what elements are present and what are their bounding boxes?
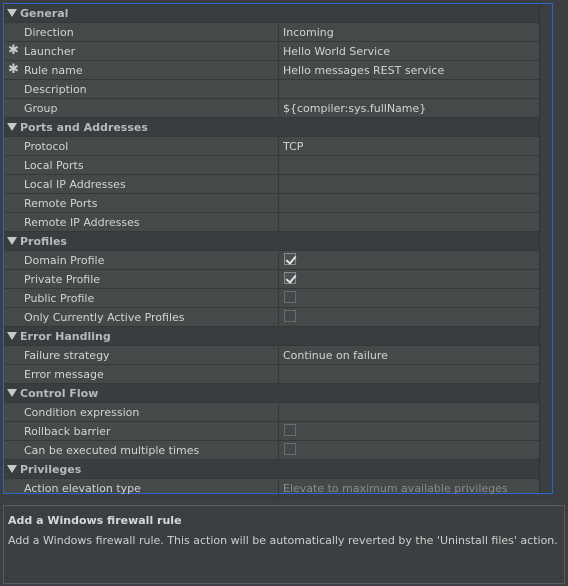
property-row[interactable] bbox=[4, 137, 552, 156]
property-label: Only Currently Active Profiles bbox=[24, 311, 185, 324]
property-row[interactable] bbox=[4, 308, 552, 327]
description-text: Add a Windows firewall rule. This action will be automatically reverted by the 'Uninstall files' action. bbox=[8, 534, 558, 547]
property-label: Protocol bbox=[24, 140, 69, 153]
property-row[interactable] bbox=[4, 213, 552, 232]
property-label: Domain Profile bbox=[24, 254, 105, 267]
property-value[interactable]: Continue on failure bbox=[283, 349, 388, 362]
property-label: Local Ports bbox=[24, 159, 84, 172]
required-marker-icon: ✱ bbox=[8, 43, 19, 58]
vertical-scrollbar[interactable] bbox=[539, 4, 552, 493]
column-divider bbox=[278, 213, 279, 231]
section-header[interactable] bbox=[4, 118, 552, 137]
column-divider bbox=[278, 99, 279, 117]
description-panel bbox=[3, 505, 565, 584]
collapse-arrow-icon[interactable] bbox=[7, 465, 17, 473]
column-divider bbox=[278, 365, 279, 383]
column-divider bbox=[278, 137, 279, 155]
property-value[interactable]: Hello World Service bbox=[283, 45, 391, 58]
section-header[interactable] bbox=[4, 460, 552, 479]
column-divider bbox=[278, 42, 279, 60]
property-label: Rule name bbox=[24, 64, 83, 77]
property-row[interactable] bbox=[4, 23, 552, 42]
property-checkbox[interactable] bbox=[284, 424, 296, 436]
column-divider bbox=[278, 23, 279, 41]
section-header[interactable] bbox=[4, 327, 552, 346]
property-value[interactable]: TCP bbox=[283, 140, 304, 153]
property-checkbox[interactable] bbox=[284, 253, 296, 265]
property-label: Direction bbox=[24, 26, 74, 39]
property-value[interactable]: ${compiler:sys.fullName} bbox=[283, 102, 427, 115]
property-row[interactable] bbox=[4, 80, 552, 99]
property-row[interactable] bbox=[4, 346, 552, 365]
property-label: Remote IP Addresses bbox=[24, 216, 140, 229]
column-divider bbox=[278, 270, 279, 288]
column-divider bbox=[278, 289, 279, 307]
column-divider bbox=[278, 479, 279, 497]
property-label: Public Profile bbox=[24, 292, 95, 305]
description-title: Add a Windows firewall rule bbox=[8, 514, 182, 527]
column-divider bbox=[278, 422, 279, 440]
property-label: Rollback barrier bbox=[24, 425, 111, 438]
property-row[interactable] bbox=[4, 156, 552, 175]
section-title: Control Flow bbox=[20, 387, 99, 400]
property-row[interactable] bbox=[4, 422, 552, 441]
section-title: Ports and Addresses bbox=[20, 121, 148, 134]
property-value[interactable]: Hello messages REST service bbox=[283, 64, 445, 77]
property-value[interactable]: Elevate to maximum available privileges bbox=[283, 482, 508, 495]
property-row[interactable] bbox=[4, 441, 552, 460]
collapse-arrow-icon[interactable] bbox=[7, 332, 17, 340]
column-divider bbox=[278, 194, 279, 212]
column-divider bbox=[278, 441, 279, 459]
column-divider bbox=[278, 403, 279, 421]
property-row[interactable] bbox=[4, 403, 552, 422]
property-row[interactable] bbox=[4, 365, 552, 384]
collapse-arrow-icon[interactable] bbox=[7, 123, 17, 131]
column-divider bbox=[278, 346, 279, 364]
property-row[interactable] bbox=[4, 194, 552, 213]
property-label: Condition expression bbox=[24, 406, 140, 419]
column-divider bbox=[278, 156, 279, 174]
property-row[interactable] bbox=[4, 175, 552, 194]
section-header[interactable] bbox=[4, 232, 552, 251]
property-row[interactable] bbox=[4, 270, 552, 289]
property-checkbox[interactable] bbox=[284, 291, 296, 303]
section-title: Privileges bbox=[20, 463, 82, 476]
section-header[interactable] bbox=[4, 4, 552, 23]
property-row[interactable] bbox=[4, 61, 552, 80]
section-header[interactable] bbox=[4, 384, 552, 403]
property-label: Description bbox=[24, 83, 87, 96]
collapse-arrow-icon[interactable] bbox=[7, 237, 17, 245]
property-value[interactable]: Incoming bbox=[283, 26, 334, 39]
property-checkbox[interactable] bbox=[284, 310, 296, 322]
property-row[interactable] bbox=[4, 479, 552, 498]
section-title: General bbox=[20, 7, 69, 20]
collapse-arrow-icon[interactable] bbox=[7, 389, 17, 397]
collapse-arrow-icon[interactable] bbox=[7, 9, 17, 17]
property-label: Error message bbox=[24, 368, 104, 381]
properties-table bbox=[3, 3, 553, 494]
property-row[interactable] bbox=[4, 251, 552, 270]
property-label: Private Profile bbox=[24, 273, 101, 286]
property-label: Local IP Addresses bbox=[24, 178, 126, 191]
property-row[interactable] bbox=[4, 42, 552, 61]
column-divider bbox=[278, 80, 279, 98]
required-marker-icon: ✱ bbox=[8, 62, 19, 77]
property-row[interactable] bbox=[4, 99, 552, 118]
property-label: Remote Ports bbox=[24, 197, 98, 210]
property-checkbox[interactable] bbox=[284, 443, 296, 455]
property-label: Failure strategy bbox=[24, 349, 110, 362]
column-divider bbox=[278, 61, 279, 79]
column-divider bbox=[278, 251, 279, 269]
property-label: Group bbox=[24, 102, 58, 115]
property-row[interactable] bbox=[4, 289, 552, 308]
column-divider bbox=[278, 308, 279, 326]
column-divider bbox=[278, 175, 279, 193]
section-title: Profiles bbox=[20, 235, 67, 248]
property-label: Action elevation type bbox=[24, 482, 141, 495]
property-label: Can be executed multiple times bbox=[24, 444, 200, 457]
property-label: Launcher bbox=[24, 45, 76, 58]
section-title: Error Handling bbox=[20, 330, 111, 343]
property-checkbox[interactable] bbox=[284, 272, 296, 284]
